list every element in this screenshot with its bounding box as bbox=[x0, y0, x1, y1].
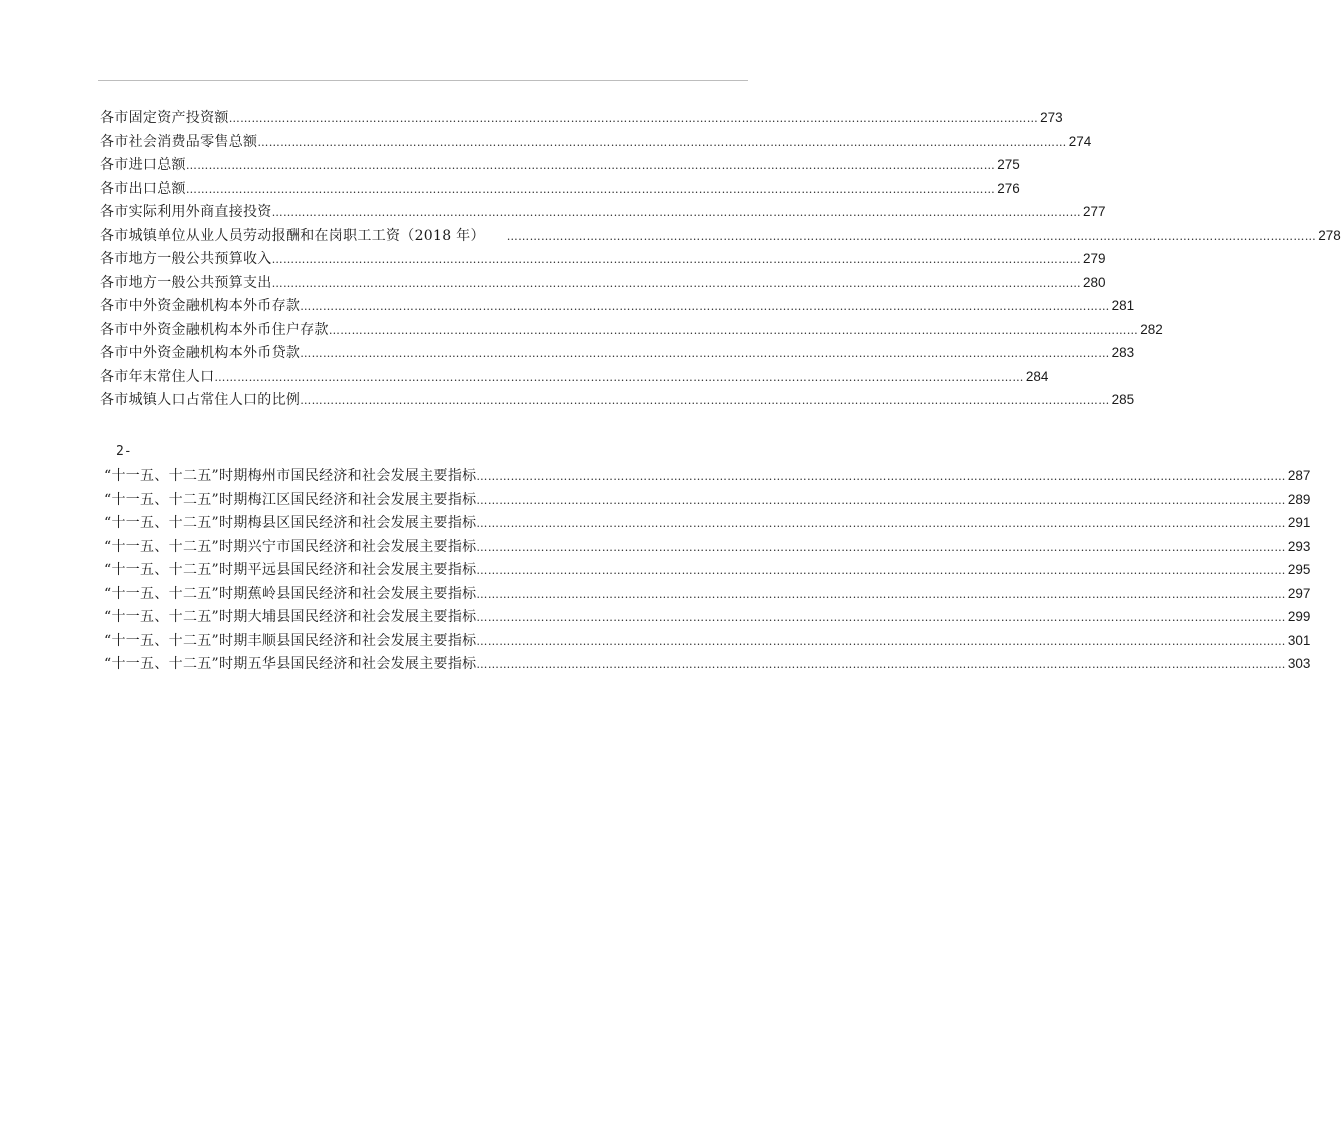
toc-entry-title: “十一五、十二五”时期丰顺县国民经济和社会发展主要指标 bbox=[104, 632, 477, 649]
toc-entry-page: 291 bbox=[1287, 515, 1311, 530]
toc-entry-page: 284 bbox=[1025, 368, 1049, 384]
toc-entry-title: “十一五、十二五”时期平远县国民经济和社会发展主要指标 bbox=[104, 562, 477, 578]
toc-entry-page: 299 bbox=[1287, 609, 1311, 624]
toc-entry-title: “十一五、十二五”时期梅州市国民经济和社会发展主要指标 bbox=[104, 468, 477, 484]
toc-entry-title: “十一五、十二五”时期梅江区国民经济和社会发展主要指标 bbox=[104, 491, 477, 508]
toc-entry-title: 各市固定资产投资额 bbox=[100, 110, 229, 126]
toc-entry[interactable] bbox=[100, 271, 1106, 295]
toc-entry[interactable] bbox=[100, 605, 1311, 629]
toc-entry-page: 285 bbox=[1111, 392, 1135, 407]
toc-entry-page: 279 bbox=[1083, 251, 1106, 266]
toc-entry-title: 各市年末常住人口 bbox=[100, 368, 215, 385]
header-rule bbox=[98, 80, 748, 81]
toc-entry-page: 289 bbox=[1287, 491, 1311, 507]
toc-entry-page: 297 bbox=[1287, 585, 1311, 601]
toc-entry-title: 各市地方一般公共预算支出 bbox=[100, 274, 272, 291]
toc-entry-title: 各市中外资金融机构本外币贷款 bbox=[100, 345, 301, 361]
toc-entry[interactable] bbox=[100, 652, 1311, 676]
toc-leader: …………………………………………………………………………………………………………………………………………………………………………………………… bbox=[476, 587, 1286, 601]
toc-entry[interactable] bbox=[100, 464, 1311, 488]
toc-leader: …………………………………………………………………………………………………………………………………………………………………………………………… bbox=[476, 540, 1286, 554]
toc-entry[interactable] bbox=[100, 294, 1135, 318]
toc-leader: …………………………………………………………………………………………………………………………………………………………………………………………… bbox=[476, 493, 1286, 507]
toc-entry-page: 277 bbox=[1083, 204, 1106, 219]
toc-entry-title: “十一五、十二五”时期五华县国民经济和社会发展主要指标 bbox=[104, 656, 477, 672]
toc-entry[interactable] bbox=[100, 341, 1135, 365]
toc-leader: …………………………………………………………………………………………………………………………………………………………………………………………… bbox=[257, 135, 1067, 149]
toc-entry[interactable] bbox=[100, 106, 1063, 130]
section-label: 2- bbox=[116, 444, 132, 459]
toc-leader: …………………………………………………………………………………………………………………………………………………………………………………………… bbox=[476, 634, 1286, 648]
toc-entry-title: “十一五、十二五”时期梅县区国民经济和社会发展主要指标 bbox=[104, 515, 477, 531]
toc-leader: …………………………………………………………………………………………………………………………………………………………………………………………… bbox=[185, 182, 996, 196]
toc-entry-title: “十一五、十二五”时期蕉岭县国民经济和社会发展主要指标 bbox=[104, 585, 477, 602]
toc-entry[interactable] bbox=[100, 511, 1311, 535]
toc-entry[interactable] bbox=[100, 130, 1092, 154]
toc-section-1 bbox=[100, 106, 1341, 412]
toc-leader: …………………………………………………………………………………………………………………………………………………………………………………………… bbox=[271, 206, 1082, 219]
toc-entry[interactable] bbox=[100, 629, 1311, 653]
toc-entry-page: 303 bbox=[1287, 656, 1311, 671]
toc-entry-page: 287 bbox=[1287, 468, 1311, 483]
toc-entry-title: 各市出口总额 bbox=[100, 180, 186, 197]
toc-entry-page: 301 bbox=[1287, 632, 1311, 648]
toc-entry-page: 280 bbox=[1083, 274, 1106, 290]
toc-entry[interactable] bbox=[100, 582, 1311, 606]
toc-entry-page: 276 bbox=[997, 180, 1020, 196]
toc-entry-title: 各市中外资金融机构本外币住户存款 bbox=[100, 321, 329, 338]
toc-entry-page: 281 bbox=[1111, 298, 1135, 313]
toc-entry-page: 293 bbox=[1287, 538, 1311, 554]
toc-entry-title: “十一五、十二五”时期大埔县国民经济和社会发展主要指标 bbox=[104, 609, 477, 625]
toc-entry[interactable] bbox=[100, 388, 1135, 412]
toc-leader: …………………………………………………………………………………………………………………………………………………………………………………………… bbox=[476, 470, 1286, 483]
toc-entry-page: 283 bbox=[1111, 345, 1135, 360]
toc-leader: …………………………………………………………………………………………………………………………………………………………………………………………… bbox=[476, 611, 1286, 624]
toc-entry-title: 各市城镇单位从业人员劳动报酬和在岗职工工资（2018 年） bbox=[100, 227, 485, 244]
toc-entry-page: 273 bbox=[1040, 110, 1063, 125]
toc-entry-title: 各市进口总额 bbox=[100, 157, 186, 173]
toc-leader: …………………………………………………………………………………………………………………………………………………………………………………………… bbox=[271, 276, 1082, 290]
toc-section-2 bbox=[100, 440, 1311, 676]
toc-entry-page: 274 bbox=[1068, 133, 1092, 149]
toc-leader: …………………………………………………………………………………………………………………………………………………………………………………………… bbox=[185, 159, 996, 172]
toc-entry[interactable] bbox=[100, 318, 1163, 342]
toc-entry-title: 各市城镇人口占常住人口的比例 bbox=[100, 392, 301, 408]
toc-leader: …………………………………………………………………………………………………………………………………………………………………………………………… bbox=[328, 323, 1139, 337]
toc-entry[interactable] bbox=[100, 488, 1311, 512]
toc-leader: …………………………………………………………………………………………………………………………………………………………………………………………… bbox=[300, 300, 1110, 313]
toc-entry[interactable] bbox=[100, 365, 1049, 389]
toc-leader: …………………………………………………………………………………………………………………………………………………………………………………………… bbox=[476, 517, 1286, 530]
toc-entry-title: “十一五、十二五”时期兴宁市国民经济和社会发展主要指标 bbox=[104, 538, 477, 555]
toc-entry[interactable] bbox=[100, 558, 1311, 582]
toc-entry-title: 各市中外资金融机构本外币存款 bbox=[100, 298, 301, 314]
toc-entry-page: 282 bbox=[1140, 321, 1163, 337]
toc-leader: …………………………………………………………………………………………………………………………………………………………………………………………… bbox=[506, 229, 1317, 243]
toc-entry[interactable] bbox=[100, 153, 1020, 177]
toc-leader: …………………………………………………………………………………………………………………………………………………………………………………………… bbox=[300, 394, 1110, 407]
toc-entry-page: 295 bbox=[1287, 562, 1311, 577]
toc-leader: …………………………………………………………………………………………………………………………………………………………………………………………… bbox=[228, 112, 1039, 125]
toc-entry-title: 各市实际利用外商直接投资 bbox=[100, 204, 272, 220]
toc-entry-page: 275 bbox=[997, 157, 1020, 172]
toc-entry[interactable] bbox=[100, 224, 1341, 248]
toc-leader: …………………………………………………………………………………………………………………………………………………………………………………………… bbox=[476, 658, 1286, 671]
toc-leader: …………………………………………………………………………………………………………………………………………………………………………………………… bbox=[214, 370, 1024, 384]
toc-entry[interactable] bbox=[100, 247, 1106, 271]
toc-entry-title: 各市地方一般公共预算收入 bbox=[100, 251, 272, 267]
toc-entry[interactable] bbox=[100, 177, 1020, 201]
toc-leader: …………………………………………………………………………………………………………………………………………………………………………………………… bbox=[271, 253, 1082, 266]
toc-leader: …………………………………………………………………………………………………………………………………………………………………………………………… bbox=[300, 347, 1110, 360]
toc-entry[interactable] bbox=[100, 200, 1106, 224]
toc-leader: …………………………………………………………………………………………………………………………………………………………………………………………… bbox=[476, 564, 1286, 577]
toc-entry[interactable] bbox=[100, 535, 1311, 559]
toc-entry-title: 各市社会消费品零售总额 bbox=[100, 133, 258, 150]
toc-entry-page: 278 bbox=[1318, 227, 1341, 243]
